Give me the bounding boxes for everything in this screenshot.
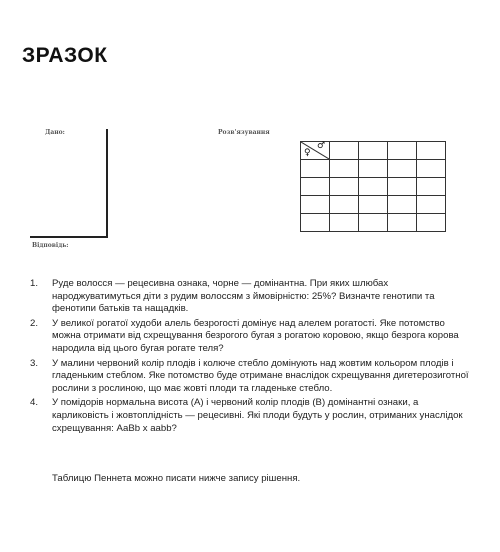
punnett-cell	[359, 196, 388, 214]
page-title: ЗРАЗОК	[22, 44, 108, 67]
task-item	[30, 358, 475, 396]
punnett-corner-cell	[301, 142, 330, 160]
male-symbol-icon: ♂	[317, 141, 326, 151]
task-item	[30, 278, 475, 316]
punnett-row	[301, 178, 446, 196]
punnett-cell	[417, 178, 446, 196]
task-number: 4.	[30, 397, 39, 409]
punnett-cell	[301, 214, 330, 232]
punnett-cell	[388, 160, 417, 178]
punnett-cell	[417, 160, 446, 178]
punnett-cell	[417, 142, 446, 160]
punnett-cell	[388, 196, 417, 214]
answer-label: Відповідь:	[32, 242, 69, 249]
punnett-cell	[330, 178, 359, 196]
punnett-cell	[330, 142, 359, 160]
solution-label: Розв'язування	[218, 129, 270, 136]
punnett-row	[301, 160, 446, 178]
punnett-cell	[417, 214, 446, 232]
punnett-cell	[388, 142, 417, 160]
punnett-row	[301, 214, 446, 232]
task-text: У малини червоний колір плодів і колюче стебло домінують над жовтим кольором плодів і гладеньким стеблом. Яке потомство буде отримане внаслідок схрещування дигетерозиготної рослини з рослиною, що має жовті плоди та гладеньке стебло.	[52, 357, 469, 394]
task-item	[30, 318, 475, 356]
punnett-note: Таблицю Пеннета можно писати нижче запису рішення.	[52, 473, 301, 484]
female-symbol-icon: ♀	[304, 148, 311, 158]
task-number: 2.	[30, 317, 39, 329]
punnett-cell	[330, 214, 359, 232]
punnett-cell	[388, 214, 417, 232]
task-list	[30, 278, 475, 437]
task-text: Руде волосся — рецесивна ознака, чорне — домінантна. При яких шлюбах народжуватимуться діти з рудим волоссям з ймовірністю: 25%? Визначте генотипи та фенотипи батьків та нащадків.	[52, 278, 435, 315]
punnett-cell	[359, 214, 388, 232]
punnett-cell	[330, 196, 359, 214]
punnett-cell	[359, 178, 388, 196]
punnett-cell	[359, 142, 388, 160]
task-item	[30, 397, 475, 435]
task-number: 1.	[30, 278, 39, 289]
punnett-cell	[330, 160, 359, 178]
punnett-cell	[359, 160, 388, 178]
punnett-cell	[301, 160, 330, 178]
task-text: У помідорів нормальна висота (А) і червоний колір плодів (В) домінантні ознаки, а карликовість і жовтоплідність — рецесивні. Які плоди будуть у рослин, отриманих унаслідок схрещування: АаBb х ааbb?	[52, 397, 463, 434]
given-divider-vertical	[106, 129, 108, 237]
given-label: Дано:	[45, 129, 65, 136]
task-text: У великої рогатої худоби алель безрогості домінує над алелем рогатості. Яке потомство можна отримати від схрещування безрогого бугая з рогатою коровою, якщо безрога корова народила від цього бугая рогате теля?	[52, 317, 459, 354]
punnett-row	[301, 196, 446, 214]
punnett-cell	[301, 178, 330, 196]
punnett-row	[301, 142, 446, 160]
punnett-cell	[301, 196, 330, 214]
punnett-cell	[417, 196, 446, 214]
punnett-cell	[388, 178, 417, 196]
punnett-square	[300, 141, 446, 232]
task-number: 3.	[30, 357, 39, 369]
given-divider-horizontal	[30, 236, 108, 238]
